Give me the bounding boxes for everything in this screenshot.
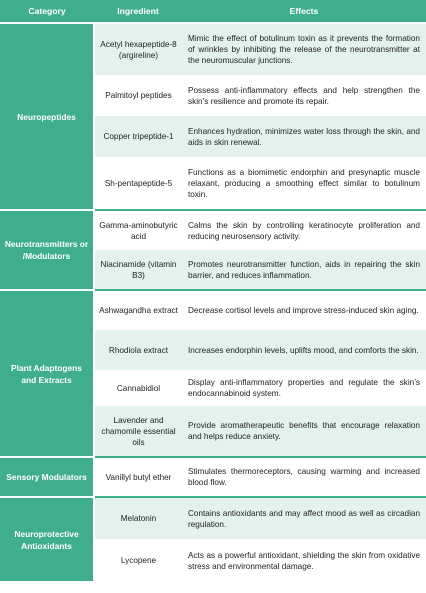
- table-row: [0, 23, 426, 75]
- ingredient-cell: Vanillyl butyl ether: [94, 457, 182, 497]
- ingredient-cell: Copper tripeptide-1: [94, 116, 182, 157]
- ingredient-cell: Lavender and chamomile essential oils: [94, 406, 182, 457]
- ingredient-cell: Gamma-aminobutyric acid: [94, 210, 182, 250]
- header-ingredient: Ingredient: [94, 0, 182, 23]
- effect-cell: Increases endorphin levels, uplifts mood, and comforts the skin.: [182, 330, 426, 370]
- ingredient-cell: Cannabidiol: [94, 370, 182, 406]
- effect-cell: Contains antioxidants and may affect mood as well as circadian regulation.: [182, 497, 426, 539]
- effect-cell: Acts as a powerful antioxidant, shielding the skin from oxidative stress and environmental damage.: [182, 539, 426, 582]
- effect-cell: Functions as a biomimetic endorphin and presynaptic muscle relaxant, producing a smoothing effect similar to botulinum toxin.: [182, 157, 426, 210]
- header-category: Category: [0, 0, 94, 23]
- table-body: [0, 23, 426, 582]
- ingredient-cell: Lycopene: [94, 539, 182, 582]
- effect-cell: Enhances hydration, minimizes water loss through the skin, and aids in skin renewal.: [182, 116, 426, 157]
- effect-cell: Promotes neurotransmitter function, aids in repairing the skin barrier, and reduces inflammation.: [182, 250, 426, 290]
- ingredient-cell: Sh-pentapeptide-5: [94, 157, 182, 210]
- ingredient-cell: Rhodiola extract: [94, 330, 182, 370]
- ingredient-cell: Palmitoyl peptides: [94, 75, 182, 116]
- table-row: [0, 497, 426, 539]
- category-cell: Sensory Modulators: [0, 457, 94, 497]
- category-cell: Neurotransmitters or /Modulators: [0, 210, 94, 290]
- effect-cell: Calms the skin by controlling keratinocyte proliferation and reducing neurosensory activity.: [182, 210, 426, 250]
- table-header: [0, 0, 426, 23]
- effect-cell: Mimic the effect of botulinum toxin as it prevents the formation of wrinkles by inhibiting the release of the neurotransmitter at the neuromuscular junctions.: [182, 23, 426, 75]
- effect-cell: Stimulates thermoreceptors, causing warming and increased blood flow.: [182, 457, 426, 497]
- category-cell: Neuroprotective Antioxidants: [0, 497, 94, 582]
- table-row: [0, 210, 426, 250]
- effect-cell: Decrease cortisol levels and improve stress-induced skin aging.: [182, 290, 426, 330]
- effect-cell: Provide aromatherapeutic benefits that encourage relaxation and helps reduce anxiety.: [182, 406, 426, 457]
- category-cell: Plant Adaptogens and Extracts: [0, 290, 94, 457]
- category-cell: Neuropeptides: [0, 23, 94, 210]
- ingredient-cell: Ashwagandha extract: [94, 290, 182, 330]
- ingredient-cell: Niacinamide (vitamin B3): [94, 250, 182, 290]
- header-row: [0, 0, 426, 23]
- effect-cell: Possess anti-inflammatory effects and help strengthen the skin’s resilience and promote its repair.: [182, 75, 426, 116]
- effect-cell: Display anti-inflammatory properties and regulate the skin’s endocannabinoid system.: [182, 370, 426, 406]
- ingredient-cell: Acetyl hexapeptide-8 (argireline): [94, 23, 182, 75]
- header-effects: Effects: [182, 0, 426, 23]
- ingredient-cell: Melatonin: [94, 497, 182, 539]
- table-row: [0, 290, 426, 330]
- table-row: [0, 457, 426, 497]
